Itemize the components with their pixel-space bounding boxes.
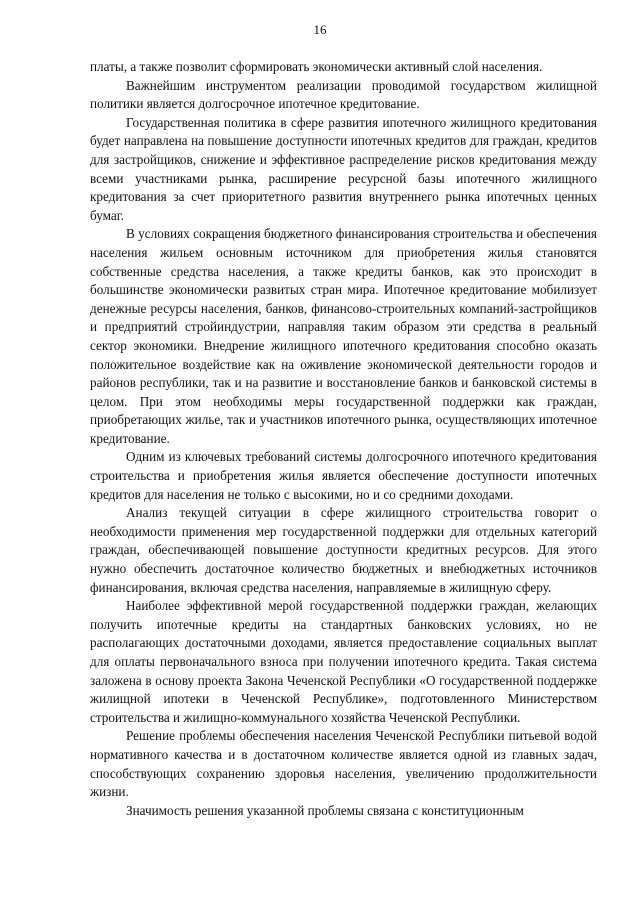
paragraph: Одним из ключевых требований системы долгосрочного ипотечного кредитования строительства и приобретения жилья является обеспечение доступности ипотечных кредитов для населения не только с высокими, но и со средними доходами. — [90, 449, 597, 502]
paragraph: Государственная политика в сфере развития ипотечного жилищного кредитования будет направлена на повышение доступности ипотечных кредитов для граждан, кредитов для застройщиков, снижение и эффективное распределение рисков кредитования между всеми участниками рынка, расширение ресурсной базы ипотечного жилищного кредитования за счет приоритетного развития внутреннего рынка ипотечных ценных бумаг. — [90, 114, 597, 223]
paragraph: Анализ текущей ситуации в сфере жилищного строительства говорит о необходимости применения мер государственной поддержки для отдельных категорий граждан, обеспечивающей повышение доступности кредитных ресурсов. Для этого нужно обеспечить достаточное количество бюджетных и внебюджетных источников финансирования, включая средства населения, направляемые в жилищную сферу. — [90, 505, 597, 595]
paragraph: Важнейшим инструментом реализации проводимой государством жилищной политики является долгосрочное ипотечное кредитование. — [90, 77, 597, 112]
paragraph: Наиболее эффективной мерой государственной поддержки граждан, желающих получить ипотечные кредиты на стандартных банковских условиях, но не располагающих достаточными доходами, является предоставление социальных выплат для оплаты первоначального взноса при получении ипотечного кредита. Такая система заложена в основу проекта Закона Чеченской Республики «О государственной поддержке жилищной ипотеки в Чеченской Республике», подготовленного Министерством строительства и жилищно-коммунального хозяйства Чеченской Республики. — [90, 598, 597, 725]
paragraph: Решение проблемы обеспечения населения Чеченской Республики питьевой водой нормативного качества и в достаточном количестве является одной из главных задач, способствующих сохранению здоровья населения, увеличению продолжительности жизни. — [90, 728, 597, 800]
body-text — [90, 58, 597, 820]
page-number: 16 — [313, 22, 327, 37]
paragraph: В условиях сокращения бюджетного финансирования строительства и обеспечения населения жильем основным источником для приобретения жилья становятся собственные средства населения, а также кредиты банков, как это происходит в большинстве экономически развитых стран мира. Ипотечное кредитование мобилизует денежные ресурсы населения, банков, финансово-строительных компаний-застройщиков и предприятий стройиндустрии, направляя таким образом эти средства в реальный сектор экономики. Внедрение жилищного ипотечного кредитования способно оказать положительное воздействие как на оживление экономической деятельности городов и районов республики, так и на развитие и восстановление банков и банковской системы в целом. При этом необходимы меры государственной поддержки как граждан, приобретающих жилье, так и участников ипотечного рынка, осуществляющих ипотечное кредитование. — [90, 226, 597, 446]
paragraph: Значимость решения указанной проблемы связана с конституционным — [126, 802, 524, 818]
paragraph: платы, а также позволит сформировать экономически активный слой населения. — [90, 59, 543, 74]
